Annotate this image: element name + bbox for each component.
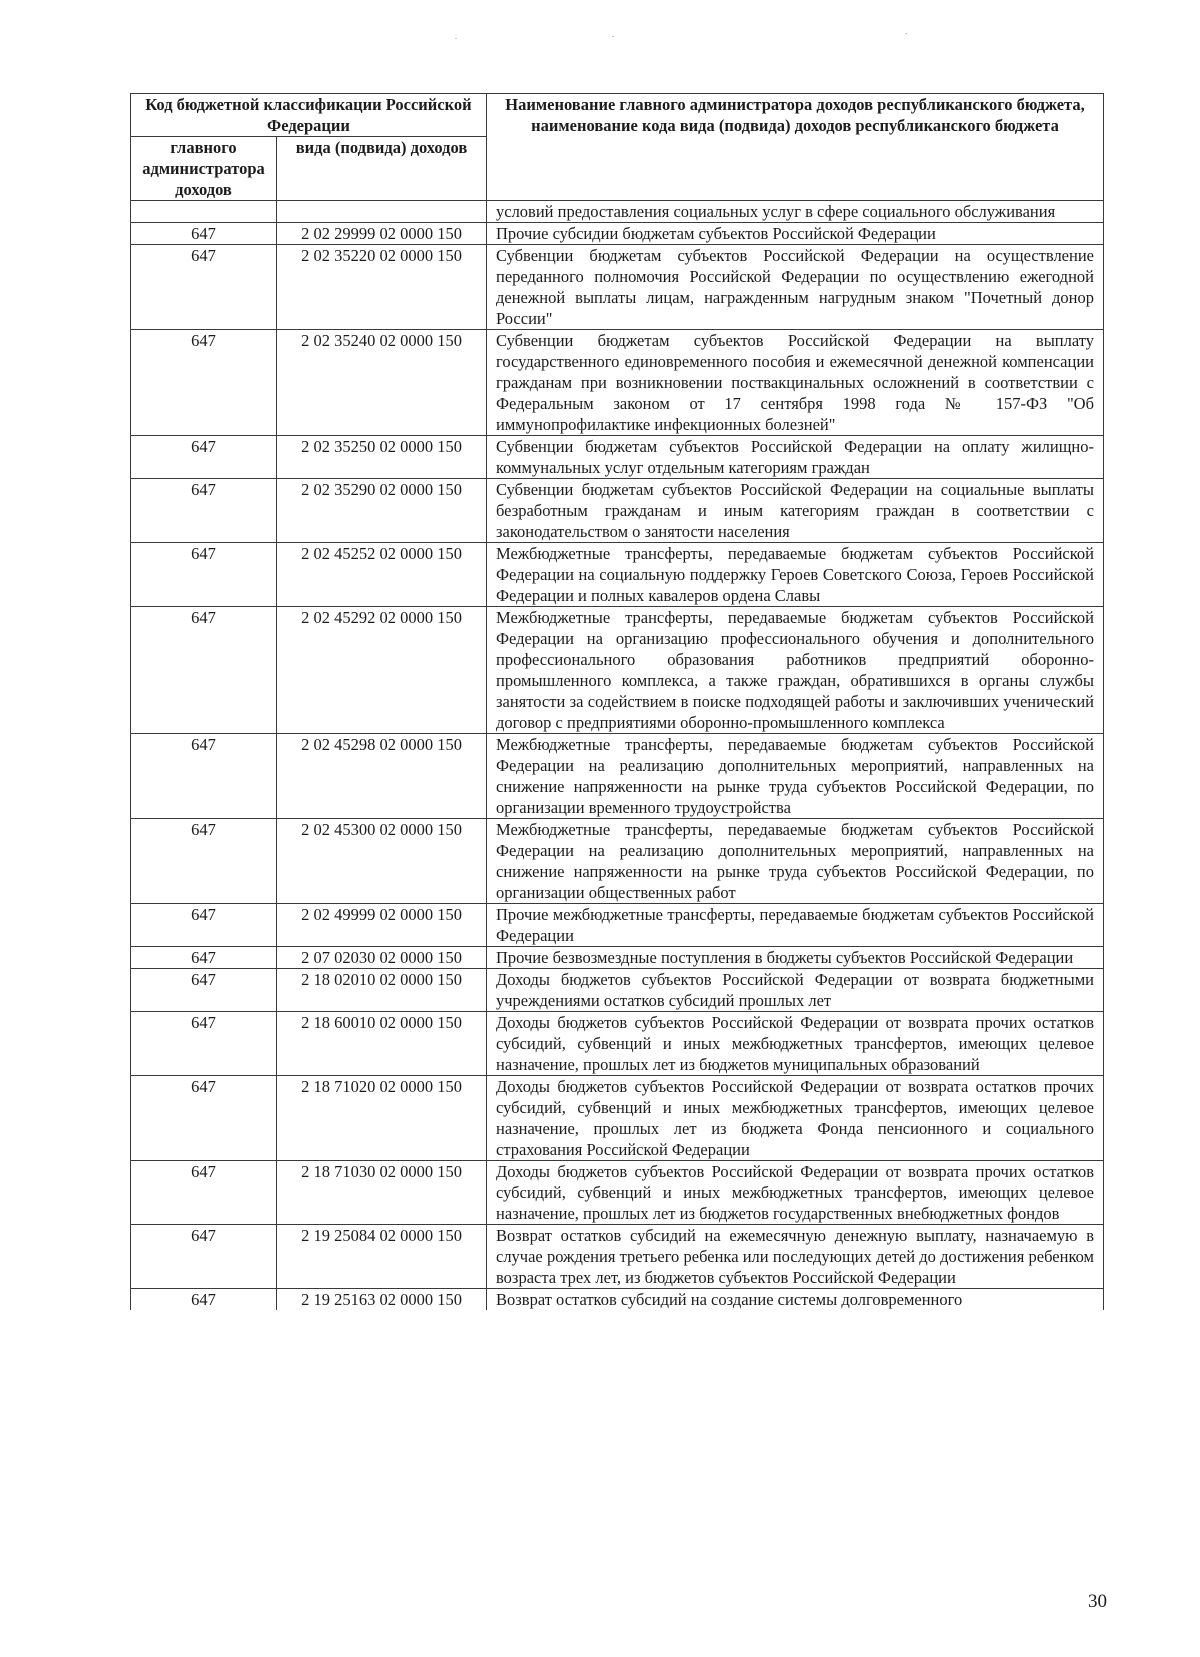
table-row xyxy=(131,1289,1104,1311)
cell-admin-code: 647 xyxy=(131,1012,277,1076)
cell-admin-code: 647 xyxy=(131,969,277,1012)
scan-speck xyxy=(455,38,457,39)
table-row xyxy=(131,1012,1104,1076)
cell-income-code: 2 07 02030 02 0000 150 xyxy=(277,947,487,969)
table-body xyxy=(131,201,1104,1311)
header-code-column: вида (подвида) доходов xyxy=(277,137,487,201)
table-row xyxy=(131,223,1104,245)
cell-income-code: 2 02 45300 02 0000 150 xyxy=(277,819,487,904)
cell-income-code: 2 02 29999 02 0000 150 xyxy=(277,223,487,245)
cell-income-name: Межбюджетные трансферты, передаваемые бюджетам субъектов Российской Федерации на организацию профессионального обучения и дополнительного профессионального образования работников предприятий оборонно-промышленного комплекса, а также граждан, обратившихся в органы службы занятости за содействием в поиске подходящей работы и заключивших ученический договор с предприятиями оборонно-промышленного комплекса xyxy=(487,607,1104,734)
cell-admin-code: 647 xyxy=(131,1289,277,1311)
header-admin-column: главного администратора доходов xyxy=(131,137,277,201)
cell-income-name: Возврат остатков субсидий на ежемесячную денежную выплату, назначаемую в случае рождения третьего ребенка или последующих детей до достижения ребенком возраста трех лет, из бюджетов субъектов Российской Федерации xyxy=(487,1225,1104,1289)
cell-admin-code: 647 xyxy=(131,543,277,607)
cell-admin-code xyxy=(131,201,277,223)
cell-income-name: Прочие безвозмездные поступления в бюджеты субъектов Российской Федерации xyxy=(487,947,1104,969)
table-row xyxy=(131,201,1104,223)
page-number: 30 xyxy=(1088,1591,1107,1612)
table-row xyxy=(131,436,1104,479)
scan-speck xyxy=(612,36,614,37)
cell-admin-code: 647 xyxy=(131,819,277,904)
cell-income-code: 2 18 71030 02 0000 150 xyxy=(277,1161,487,1225)
cell-income-name: Прочие межбюджетные трансферты, передаваемые бюджетам субъектов Российской Федерации xyxy=(487,904,1104,947)
table-row xyxy=(131,245,1104,330)
cell-income-name: Возврат остатков субсидий на создание системы долговременного xyxy=(487,1289,1104,1311)
header-name-column: Наименование главного администратора доходов республиканского бюджета, наименование кода вида (подвида) доходов республиканского бюджета xyxy=(487,94,1104,201)
cell-income-name: Доходы бюджетов субъектов Российской Федерации от возврата прочих остатков субсидий, субвенций и иных межбюджетных трансфертов, имеющих целевое назначение, прошлых лет из бюджетов муниципальных образований xyxy=(487,1012,1104,1076)
cell-income-name: Доходы бюджетов субъектов Российской Федерации от возврата остатков прочих субсидий, субвенций и иных межбюджетных трансфертов, имеющих целевое назначение, прошлых лет из бюджета Фонда пенсионного и социального страхования Российской Федерации xyxy=(487,1076,1104,1161)
cell-income-name: Субвенции бюджетам субъектов Российской Федерации на выплату государственного единовременного пособия и ежемесячной денежной компенсации гражданам при возникновении поствакцинальных осложнений в соответствии с Федеральным законом от 17 сентября 1998 года № 157-ФЗ "Об иммунопрофилактике инфекционных болезней" xyxy=(487,330,1104,436)
cell-income-code: 2 18 60010 02 0000 150 xyxy=(277,1012,487,1076)
cell-income-code xyxy=(277,201,487,223)
cell-income-code: 2 19 25163 02 0000 150 xyxy=(277,1289,487,1311)
budget-classification-table xyxy=(130,93,1104,1310)
cell-income-code: 2 02 35250 02 0000 150 xyxy=(277,436,487,479)
cell-admin-code: 647 xyxy=(131,1076,277,1161)
table-row xyxy=(131,1161,1104,1225)
cell-income-name: Прочие субсидии бюджетам субъектов Российской Федерации xyxy=(487,223,1104,245)
cell-admin-code: 647 xyxy=(131,479,277,543)
cell-income-code: 2 18 71020 02 0000 150 xyxy=(277,1076,487,1161)
cell-income-name: Доходы бюджетов субъектов Российской Федерации от возврата бюджетными учреждениями остатков субсидий прошлых лет xyxy=(487,969,1104,1012)
cell-income-code: 2 19 25084 02 0000 150 xyxy=(277,1225,487,1289)
cell-admin-code: 647 xyxy=(131,607,277,734)
cell-income-code: 2 02 35290 02 0000 150 xyxy=(277,479,487,543)
cell-income-code: 2 02 45292 02 0000 150 xyxy=(277,607,487,734)
cell-admin-code: 647 xyxy=(131,436,277,479)
table-row xyxy=(131,969,1104,1012)
cell-income-code: 2 02 35220 02 0000 150 xyxy=(277,245,487,330)
table-row xyxy=(131,947,1104,969)
cell-admin-code: 647 xyxy=(131,223,277,245)
table-row xyxy=(131,543,1104,607)
table-row xyxy=(131,819,1104,904)
cell-admin-code: 647 xyxy=(131,947,277,969)
table-header xyxy=(131,94,1104,201)
cell-income-name: Межбюджетные трансферты, передаваемые бюджетам субъектов Российской Федерации на социальную поддержку Героев Советского Союза, Героев Российской Федерации и полных кавалеров ордена Славы xyxy=(487,543,1104,607)
cell-income-name: Доходы бюджетов субъектов Российской Федерации от возврата прочих остатков субсидий, субвенций и иных межбюджетных трансфертов, имеющих целевое назначение, прошлых лет из бюджетов государственных внебюджетных фондов xyxy=(487,1161,1104,1225)
cell-admin-code: 647 xyxy=(131,330,277,436)
cell-income-code: 2 02 35240 02 0000 150 xyxy=(277,330,487,436)
cell-admin-code: 647 xyxy=(131,245,277,330)
cell-admin-code: 647 xyxy=(131,1225,277,1289)
table-row xyxy=(131,607,1104,734)
cell-income-code: 2 02 45252 02 0000 150 xyxy=(277,543,487,607)
cell-admin-code: 647 xyxy=(131,1161,277,1225)
cell-income-name: условий предоставления социальных услуг в сфере социального обслуживания xyxy=(487,201,1104,223)
cell-income-code: 2 02 49999 02 0000 150 xyxy=(277,904,487,947)
table-row xyxy=(131,904,1104,947)
cell-admin-code: 647 xyxy=(131,734,277,819)
cell-income-name: Субвенции бюджетам субъектов Российской Федерации на оплату жилищно-коммунальных услуг отдельным категориям граждан xyxy=(487,436,1104,479)
cell-admin-code: 647 xyxy=(131,904,277,947)
table-row xyxy=(131,479,1104,543)
cell-income-name: Субвенции бюджетам субъектов Российской Федерации на социальные выплаты безработным гражданам и иным категориям граждан в соответствии с законодательством о занятости населения xyxy=(487,479,1104,543)
cell-income-name: Межбюджетные трансферты, передаваемые бюджетам субъектов Российской Федерации на реализацию дополнительных мероприятий, направленных на снижение напряженности на рынке труда субъектов Российской Федерации, по организации общественных работ xyxy=(487,819,1104,904)
cell-income-code: 2 02 45298 02 0000 150 xyxy=(277,734,487,819)
table-row xyxy=(131,1225,1104,1289)
table-row xyxy=(131,734,1104,819)
table-row xyxy=(131,330,1104,436)
cell-income-name: Субвенции бюджетам субъектов Российской Федерации на осуществление переданного полномочия Российской Федерации по осуществлению ежегодной денежной выплаты лицам, награжденным нагрудным знаком "Почетный донор России" xyxy=(487,245,1104,330)
cell-income-code: 2 18 02010 02 0000 150 xyxy=(277,969,487,1012)
scan-speck xyxy=(905,33,907,34)
header-group-title: Код бюджетной классификации Российской Федерации xyxy=(131,94,487,137)
table-row xyxy=(131,1076,1104,1161)
cell-income-name: Межбюджетные трансферты, передаваемые бюджетам субъектов Российской Федерации на реализацию дополнительных мероприятий, направленных на снижение напряженности на рынке труда субъектов Российской Федерации, по организации временного трудоустройства xyxy=(487,734,1104,819)
